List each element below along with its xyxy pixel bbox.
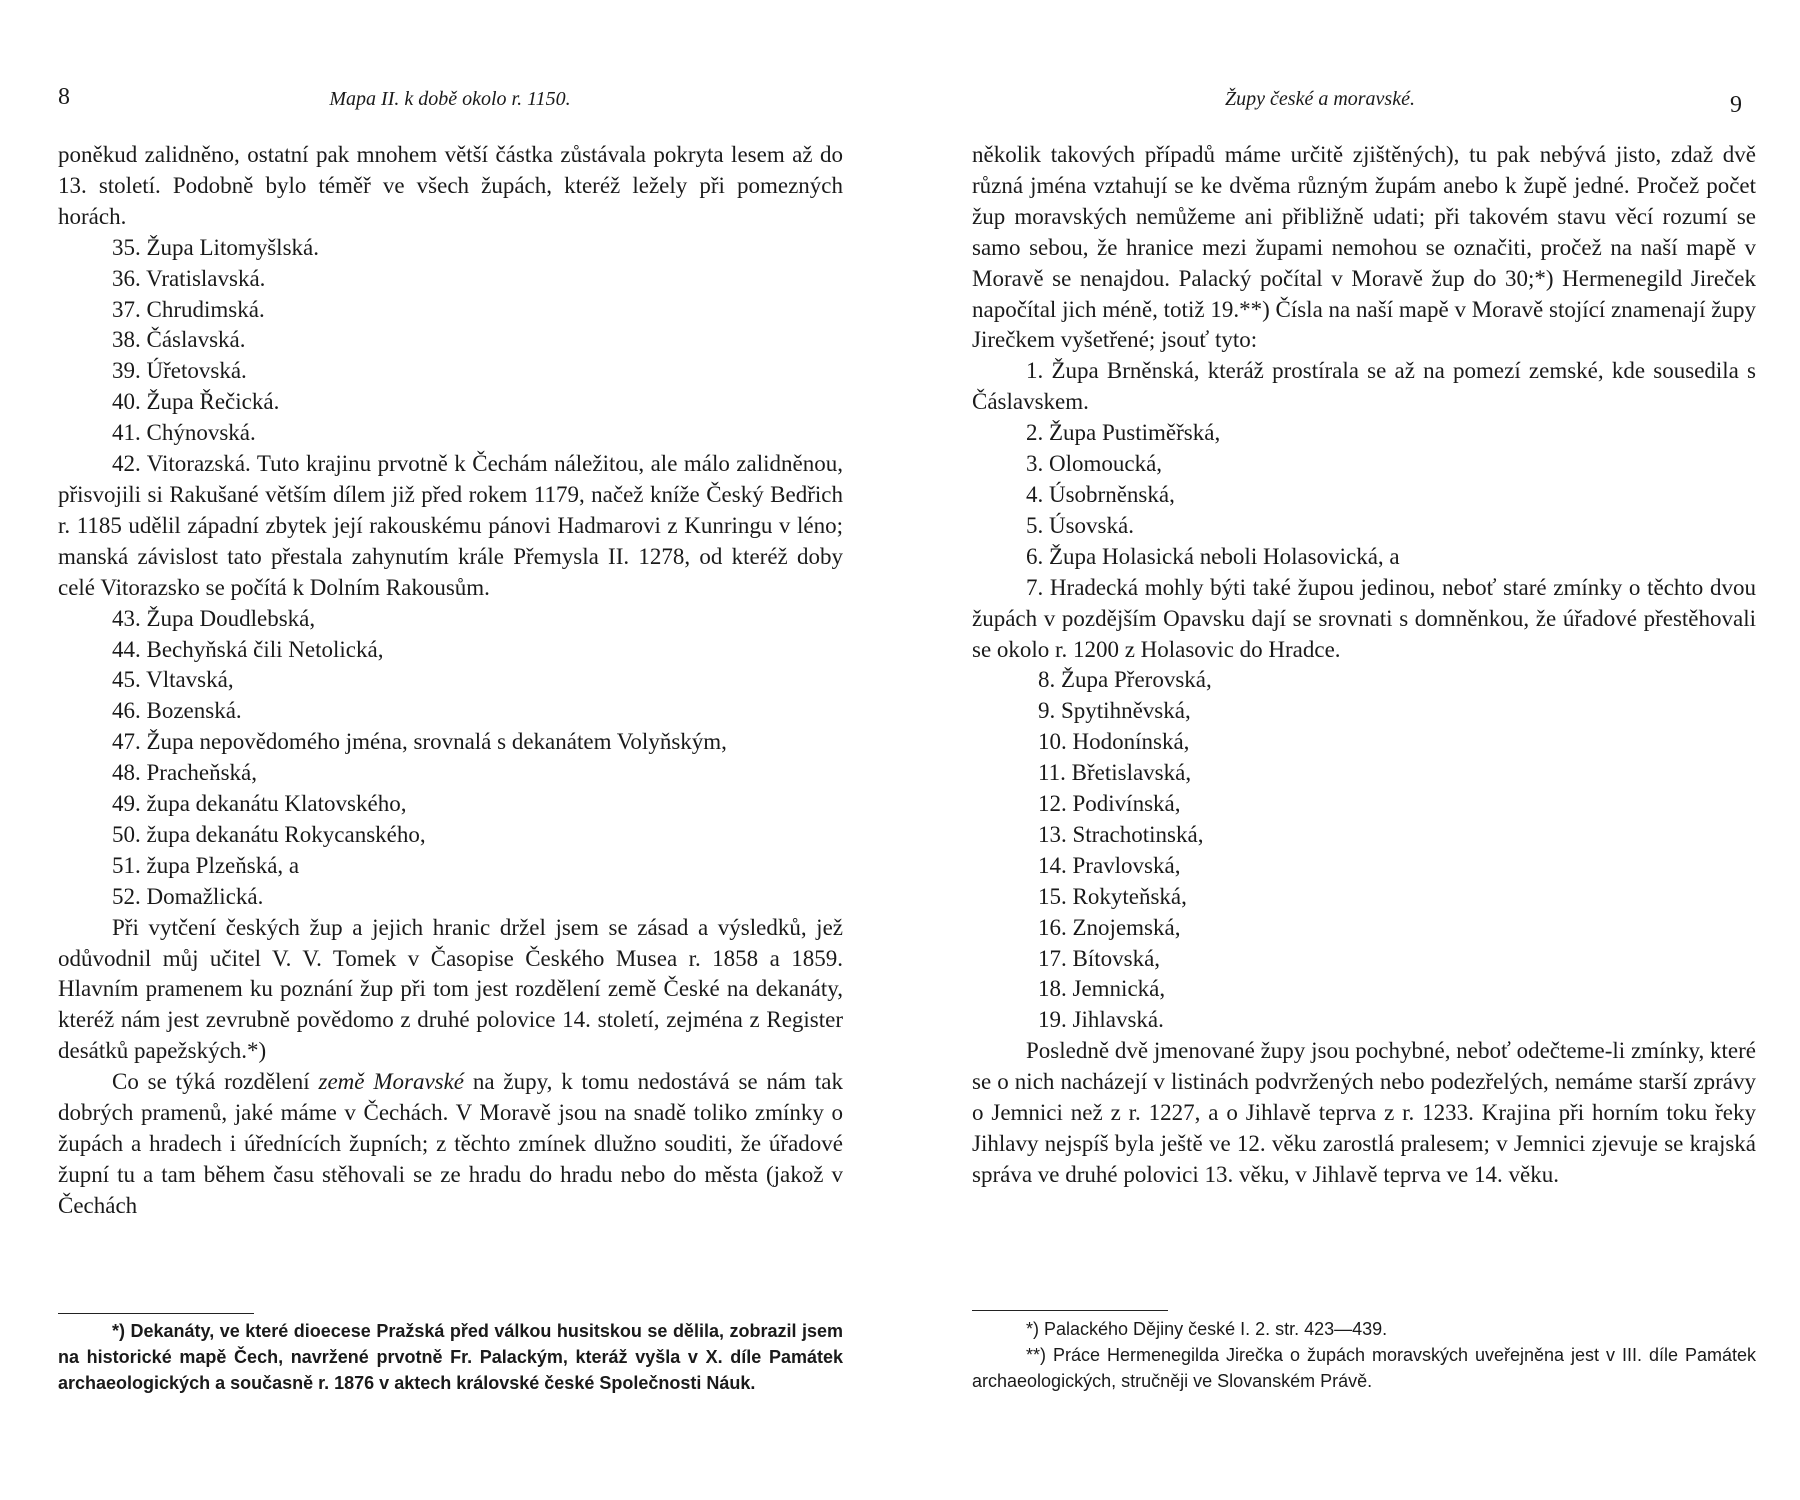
paragraph (58, 1067, 843, 1222)
paragraph: 6. Župa Holasická neboli Holasovická, a (1026, 543, 1400, 569)
running-head: Župy české a moravské. (1225, 88, 1415, 110)
paragraph-text: na župy, k tomu nedostává se nám tak dobrých pramenů, jaké máme v Čechách. V Moravě jsou na snadě toliko zmínky o župách a hradech i úřednících župních; z těchto zmínek dlužno souditi, že úřadové župní tu a tam během času stěhovali se ze hradu do hradu nebo do města (jakož v Čechách (58, 1069, 843, 1218)
paragraph: 36. Vratislavská. (112, 265, 266, 291)
footnote-rule (972, 1310, 1168, 1311)
paragraph: 11. Břetislavská, (1038, 760, 1192, 786)
paragraph: 45. Vltavská, (112, 667, 234, 693)
paragraph: 46. Bozenská. (112, 698, 242, 724)
footnote: **) Práce Hermenegilda Jirečka o župách moravských uveřejněna jest v III. díle Památek archaeologických, stručněji ve Slovanském Právě. (972, 1345, 1756, 1391)
paragraph: 38. Čáslavská. (112, 327, 246, 353)
page-body (972, 140, 1756, 1191)
paragraph: 16. Znojemská, (1038, 914, 1181, 940)
paragraph: 49. župa dekanátu Klatovského, (112, 791, 407, 817)
paragraph: 43. Župa Doudlebská, (112, 605, 316, 631)
paragraph: poněkud zalidněno, ostatní pak mnohem větší částka zůstávala pokryta lesem až do 13. století. Podobně bylo téměř ve všech župách, kteréž ležely při pomezných horách. (58, 142, 843, 229)
paragraph: 42. Vitorazská. Tuto krajinu prvotně k Čechám náležitou, ale málo zalidněnou, přisvojili si Rakušané větším dílem již před rokem 1179, načež kníže Český Bedřich r. 1185 udělil západní zbytek její rakouskému pánovi Hadmarovi z Kunringu v léno; manská závislost tato přestala zahynutím krále Přemysla II. 1278, od kteréž doby celé Vitorazsko se počítá k Dolním Rakousům. (58, 451, 843, 600)
paragraph: 7. Hradecká mohly býti také župou jedinou, neboť staré zmínky o těchto dvou župách v pozdějším Opavsku dají se srovnati s domněnkou, že úřadové přestěhovali se okolo r. 1200 z Holasovic do Hradce. (972, 574, 1756, 662)
paragraph: 48. Pracheňská, (112, 760, 257, 786)
page-body (58, 140, 843, 1222)
paragraph: 40. Župa Řečická. (112, 389, 280, 415)
paragraph: Při vytčení českých žup a jejich hranic držel jsem se zásad a výsledků, jež odůvodnil můj učitel V. V. Tomek v Časopise Českého Musea r. 1858 a 1859. Hlavním pramenem ku poznání žup při tom jest rozdělení země České na dekanáty, kteréž nám jest zevrubně povědomo z druhé polovice 14. století, zejména z Register desátků papežských.*) (58, 914, 843, 1064)
footnote: *) Dekanáty, ve které dioecese Pražská před válkou husitskou se dělila, zobrazil jsem na historické mapě Čech, navržené prvotně Fr. Palackým, kteráž vyšla v X. díle Památek archaeologických a současně r. 1876 v aktech královské české Společnosti Náuk. (58, 1321, 843, 1393)
paragraph: 12. Podivínská, (1038, 791, 1181, 817)
paragraph: 50. župa dekanátu Rokycanského, (112, 821, 426, 847)
paragraph-text: Co se týká rozdělení (112, 1069, 319, 1095)
page-number: 9 (1730, 92, 1742, 118)
paragraph: 35. Župa Litomyšlská. (112, 234, 319, 260)
paragraph: 37. Chrudimská. (112, 296, 265, 322)
footnotes (972, 1316, 1756, 1394)
paragraph: 15. Rokyteňská, (1038, 883, 1187, 909)
footnote: *) Palackého Dějiny české I. 2. str. 423—439. (1026, 1319, 1388, 1339)
paragraph: 3. Olomoucká, (1026, 451, 1163, 477)
page-number: 8 (58, 84, 70, 110)
paragraph: 41. Chýnovská. (112, 420, 256, 446)
paragraph: 17. Bítovská, (1038, 945, 1161, 971)
paragraph: 8. Župa Přerovská, (1038, 667, 1212, 693)
paragraph: 10. Hodonínská, (1038, 729, 1190, 755)
paragraph: několik takových případů máme určitě zjištěných), tu pak nebývá jisto, zdaž dvě různá jména vztahují se ke dvěma různým župám anebo k župě jedné. Pročež počet žup moravských nemůžeme ani přibližně udati; při takovém stavu věcí rozumí se samo sebou, že hranice mezi župami nemohou se označiti, pročež na naší mapě v Moravě se nenajdou. Palacký počítal v Moravě žup do 30;*) Hermenegild Jireček napočítal jich méně, totiž 19.**) Čísla na naší mapě v Moravě stojící znamenají župy Jirečkem vyšetřené; jsouť tyto: (972, 142, 1756, 353)
paragraph: 4. Úsobrněnská, (1026, 481, 1175, 507)
paragraph: 44. Bechyňská čili Netolická, (112, 636, 384, 662)
running-head: Mapa II. k době okolo r. 1150. (329, 88, 571, 110)
paragraph: 9. Spytihněvská, (1038, 698, 1191, 724)
paragraph: 47. Župa nepovědomého jména, srovnalá s dekanátem Volyňským, (112, 729, 727, 755)
paragraph: 2. Župa Pustiměřská, (1026, 420, 1221, 446)
paragraph: 5. Úsovská. (1026, 512, 1134, 538)
paragraph: 13. Strachotinská, (1038, 821, 1204, 847)
paragraph: 14. Pravlovská, (1038, 852, 1181, 878)
emphasis: země Moravské (318, 1069, 465, 1095)
paragraph: 51. župa Plzeňská, a (112, 852, 300, 878)
paragraph: 39. Úřetovská. (112, 358, 247, 384)
paragraph: Posledně dvě jmenované župy jsou pochybné, neboť odečteme-li zmínky, které se o nich nacházejí v listinách podvržených nebo podezřelých, nemáme starší zprávy o Jemnici než z r. 1227, a o Jihlavě teprva z r. 1233. Krajina při horním toku řeky Jihlavy nejspíš byla ještě ve 12. věku zarostlá pralesem; v Jemnici zjevuje se krajská správa ve druhé polovici 13. věku, v Jihlavě teprva ve 14. věku. (972, 1038, 1756, 1187)
paragraph: 18. Jemnická, (1038, 976, 1166, 1002)
paragraph: 52. Domažlická. (112, 883, 264, 909)
footnote-rule (58, 1313, 254, 1314)
paragraph: 1. Župa Brněnská, kteráž prostírala se až na pomezí zemské, kde sousedila s Čáslavskem. (972, 358, 1756, 415)
right-page (900, 0, 1800, 1500)
paragraph: 19. Jihlavská. (1038, 1007, 1164, 1033)
footnotes (58, 1318, 843, 1396)
